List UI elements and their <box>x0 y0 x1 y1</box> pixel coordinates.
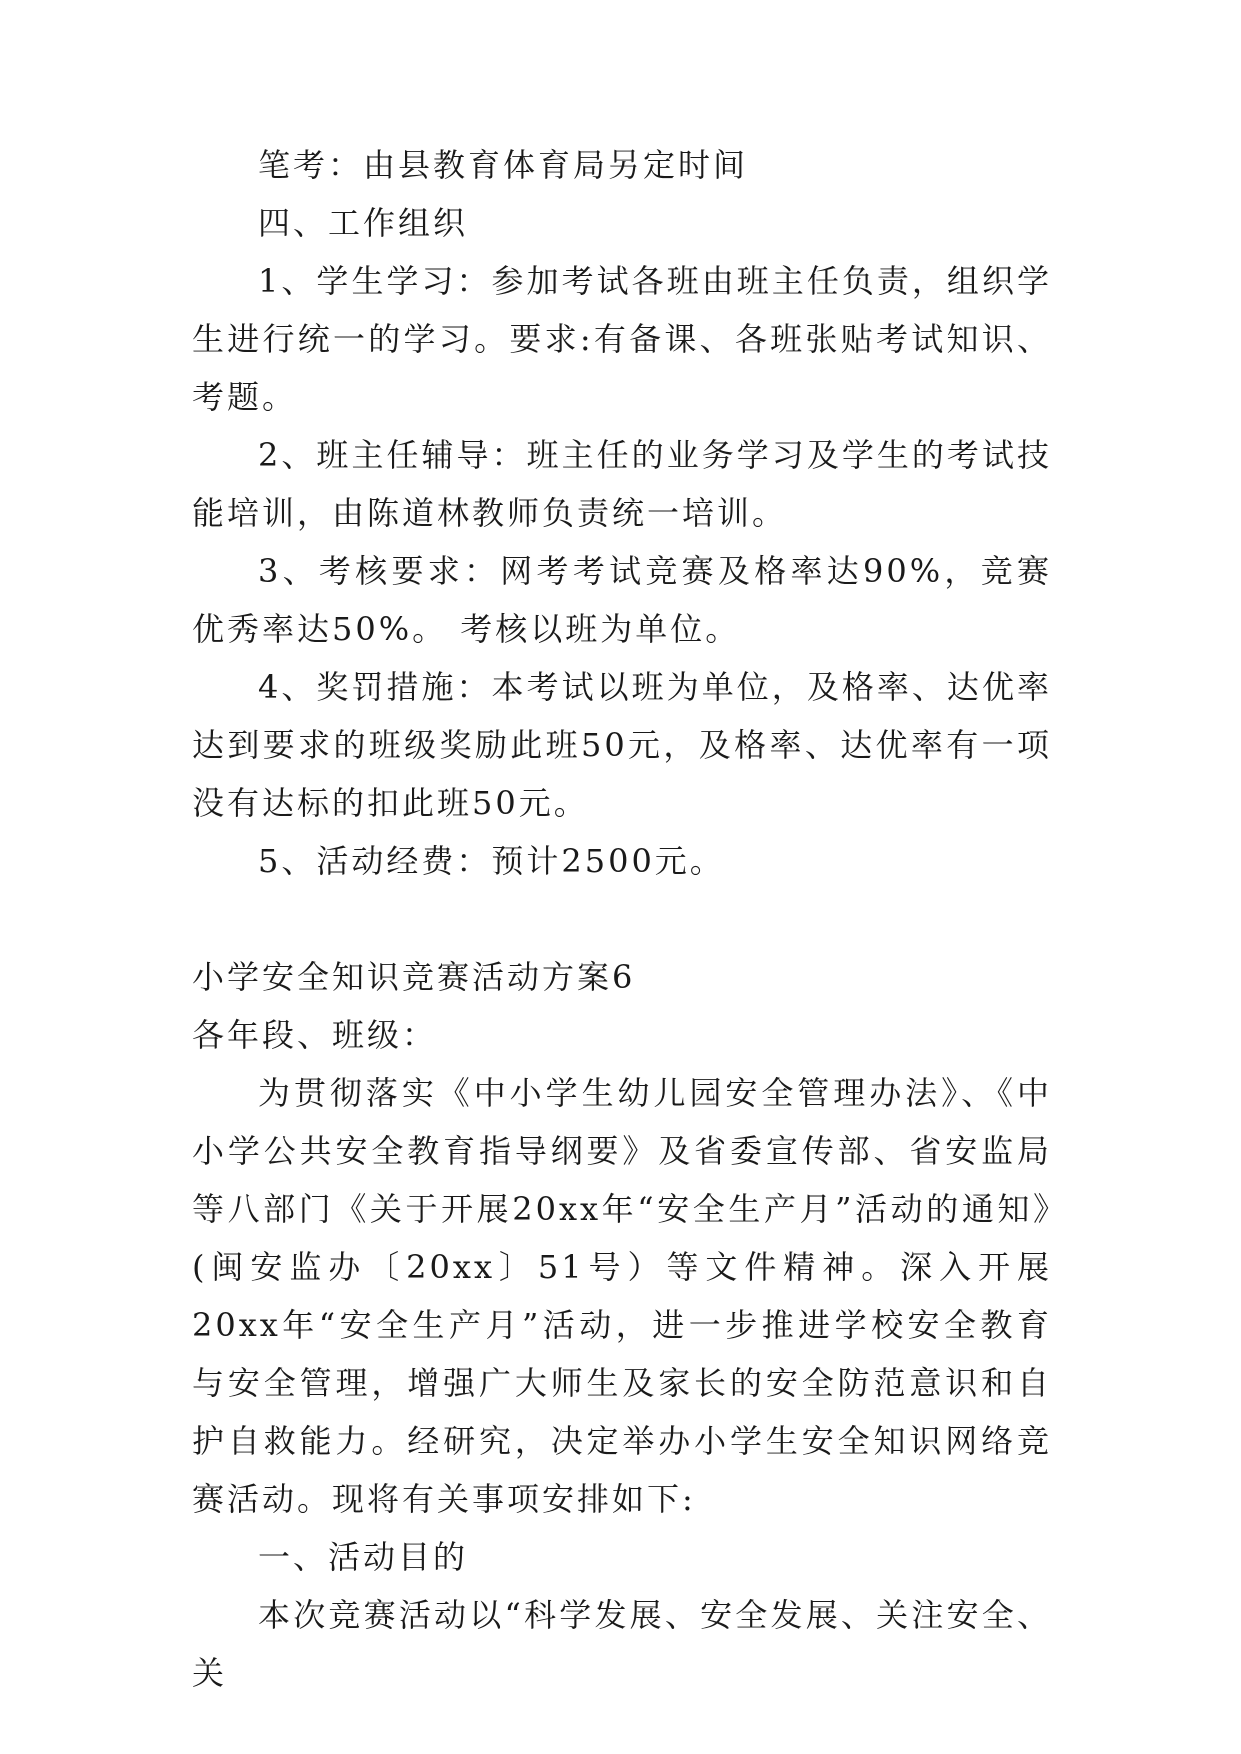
heading-work-organization: 四、工作组织 <box>258 204 469 242</box>
paragraph-rewards-penalties: 4、奖罚措施：本考试以班为单位，及格率、达优率达到要求的班级奖励此班50元，及格率、达优率有一项没有达标的扣此班50元。 <box>192 668 1052 822</box>
paragraph-activity-budget: 5、活动经费：预计2500元。 <box>258 842 725 880</box>
salutation: 各年段、班级： <box>192 1016 438 1054</box>
document-body <box>192 136 1052 1702</box>
section-gap <box>192 890 1052 948</box>
section-title: 小学安全知识竞赛活动方案6 <box>192 958 636 996</box>
paragraph-student-study: 1、学生学习：参加考试各班由班主任负责，组织学生进行统一的学习。要求:有备课、各班张贴考试知识、考题。 <box>192 262 1052 416</box>
paragraph-teacher-guidance: 2、班主任辅导：班主任的业务学习及学生的考试技能培训，由陈道林教师负责统一培训。 <box>192 436 1052 532</box>
paragraph-competition-theme: 本次竞赛活动以“科学发展、安全发展、关注安全、关 <box>192 1596 1052 1692</box>
heading-activity-goal: 一、活动目的 <box>258 1538 469 1576</box>
paragraph-purpose-statement: 为贯彻落实《中小学生幼儿园安全管理办法》、《中小学公共安全教育指导纲要》及省委宣传部、省安监局等八部门《关于开展20xx年“安全生产月”活动的通知》(闽安监办〔20xx〕51号）等文件精神。深入开展20xx年“安全生产月”活动，进一步推进学校安全教育与安全管理，增强广大师生及家长的安全防范意识和自护自救能力。经研究，决定举办小学生安全知识网络竞赛活动。现将有关事项安排如下: <box>192 1074 1052 1518</box>
paragraph-exam-time: 笔考：由县教育体育局另定时间 <box>258 146 749 184</box>
paragraph-assessment-requirements: 3、考核要求：网考考试竞赛及格率达90%，竞赛优秀率达50%。 考核以班为单位。 <box>192 552 1052 648</box>
